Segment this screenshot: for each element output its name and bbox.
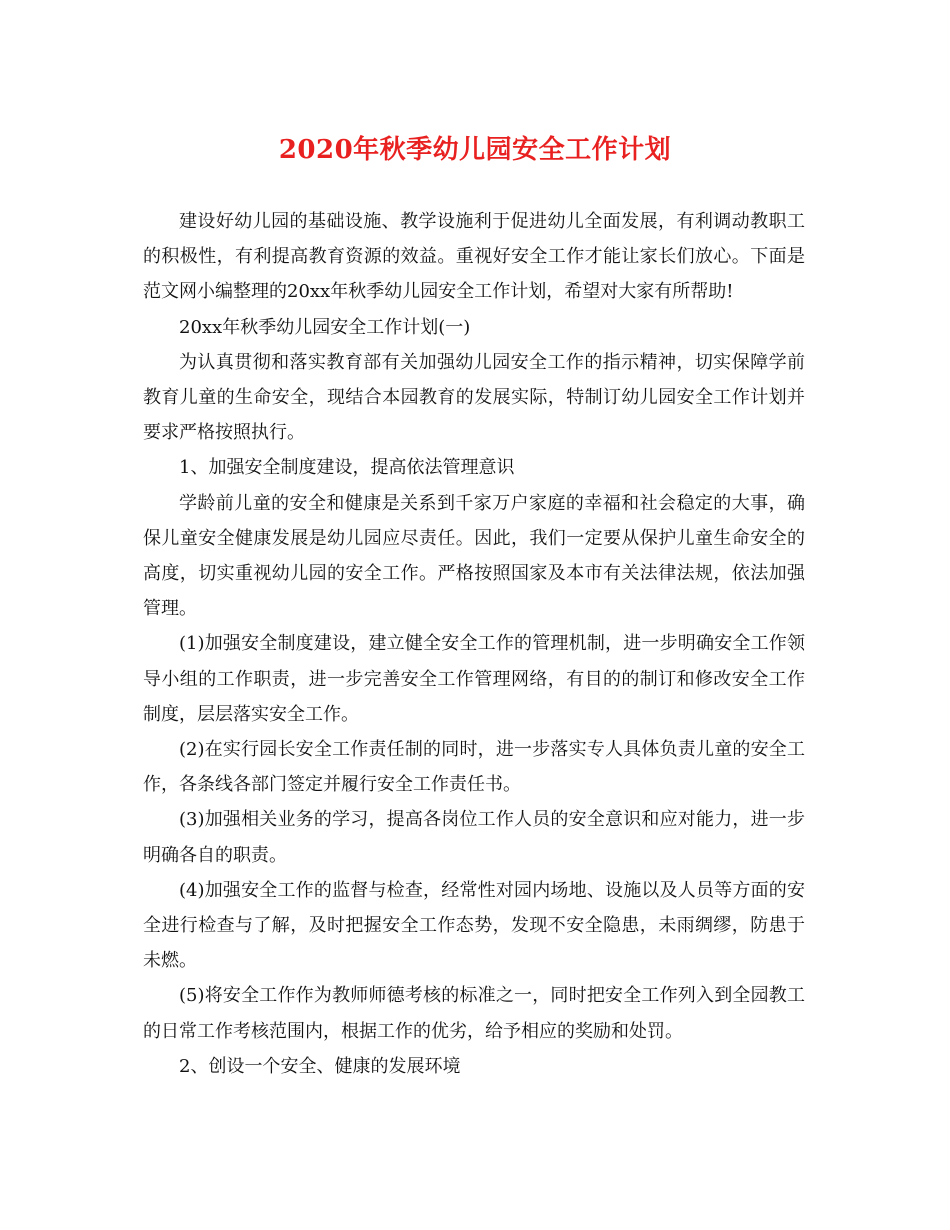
list-item-1: (1)加强安全制度建设，建立健全安全工作的管理机制，进一步明确安全工作领导小组的工作职责，进一步完善安全工作管理网络，有目的的制订和修改安全工作制度，层层落实安全工作。 (143, 633, 805, 725)
section-1-paragraph: 学龄前儿童的安全和健康是关系到千家万户家庭的幸福和社会稳定的大事，确保儿童安全健康发展是幼儿园应尽责任。因此，我们一定要从保护儿童生命安全的高度，切实重视幼儿园的安全工作。严格按照国家及本市有关法律法规，依法加强管理。 (143, 492, 805, 620)
list-item-3: (3)加强相关业务的学习，提高各岗位工作人员的安全意识和应对能力，进一步明确各自的职责。 (143, 809, 805, 866)
purpose-paragraph: 为认真贯彻和落实教育部有关加强幼儿园安全工作的指示精神，切实保障学前教育儿童的生命安全，现结合本园教育的发展实际，特制订幼儿园安全工作计划并要求严格按照执行。 (143, 351, 805, 444)
document-body (143, 204, 805, 1084)
list-item-5: (5)将安全工作作为教师师德考核的标准之一，同时把安全工作列入到全园教工的日常工作考核范围内，根据工作的优劣，给予相应的奖励和处罚。 (143, 985, 805, 1042)
intro-paragraph: 建设好幼儿园的基础设施、教学设施利于促进幼儿全面发展，有利调动教职工的积极性，有利提高教育资源的效益。重视好安全工作才能让家长们放心。下面是范文网小编整理的20xx年秋季幼儿园安全工作计划，希望对大家有所帮助! (143, 211, 805, 303)
list-item-4: (4)加强安全工作的监督与检查，经常性对园内场地、设施以及人员等方面的安全进行检查与了解，及时把握安全工作态势，发现不安全隐患，未雨绸缪，防患于未燃。 (143, 879, 805, 972)
plan-subtitle: 20xx年秋季幼儿园安全工作计划(一) (179, 316, 471, 338)
document-title: 2020年秋季幼儿园安全工作计划 (278, 135, 672, 165)
list-item-2: (2)在实行园长安全工作责任制的同时，进一步落实专人具体负责儿童的安全工作，各条线各部门签定并履行安全工作责任书。 (143, 739, 805, 796)
section-heading-1: 1、加强安全制度建设，提高依法管理意识 (179, 457, 515, 479)
section-heading-2: 2、创设一个安全、健康的发展环境 (179, 1055, 461, 1077)
